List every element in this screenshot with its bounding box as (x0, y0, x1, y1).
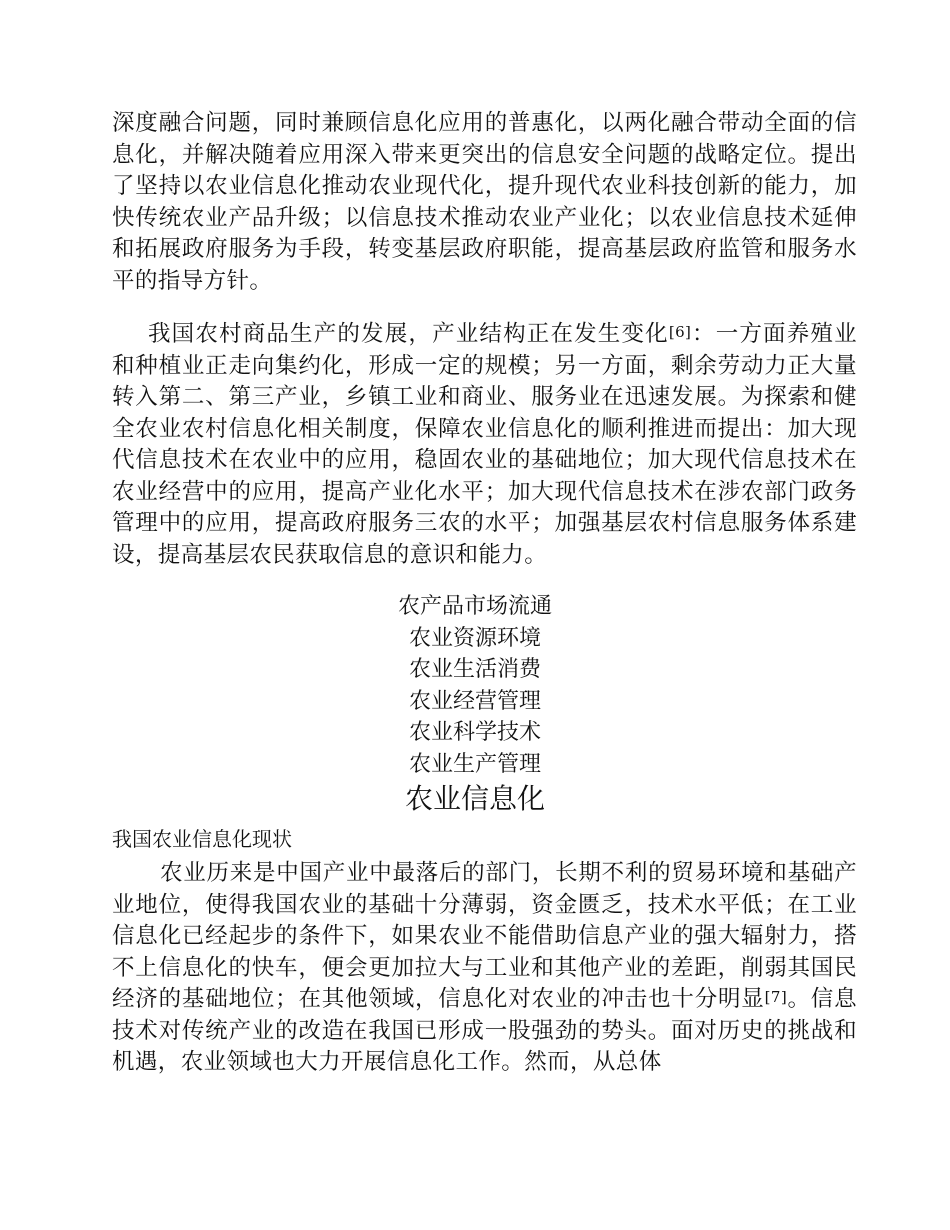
paragraph-text: 我国农村商品生产的发展，产业结构正在发生变化 (148, 321, 669, 347)
diagram-item-consumption: 农业生活消费 (408, 657, 541, 683)
paragraph-rural-development (112, 319, 857, 571)
paragraph-strategy: 深度融合问题，同时兼顾信息化应用的普惠化，以两化融合带动全面的信息化，并解决随着应用深入带来更突出的信息安全问题的战略定位。提出了坚持以农业信息化推动农业现代化，提升现代农业科技创新的能力，加快传统农业产品升级；以信息技术推动农业产业化；以农业信息技术延伸和拓展政府服务为手段，转变基层政府职能，提高基层政府监管和服务水平的指导方针。 (112, 110, 857, 294)
diagram-item-science: 农业科学技术 (408, 720, 541, 746)
diagram-item-production: 农业生产管理 (408, 751, 541, 777)
diagram-center-label: 农业信息化 (404, 781, 545, 815)
diagram-item-market: 农产品市场流通 (397, 594, 552, 619)
agri-informatization-diagram (300, 591, 650, 817)
paragraph-text: ：一方面养殖业和种植业正走向集约化，形成一定的规模；另一方面，剩余劳动力正大量转入第二、第三产业，乡镇工业和商业、服务业在迅速发展。为探索和健全农业农村信息化相关制度，保障农业信息化的顺利推进而提出：加大现代信息技术在农业中的应用，稳固农业的基础地位；加大现代信息技术在农业经营中的应用，提高产业化水平；加大现代信息技术在涉农部门政务管理中的应用，提高政府服务三农的水平；加强基层农村信息服务体系建设，提高基层农民获取信息的意识和能力。 (112, 321, 857, 568)
citation-ref[interactable]: [6] (668, 323, 692, 341)
citation-ref[interactable]: [7] (764, 988, 788, 1006)
section-heading: 我国农业信息化现状 (112, 827, 292, 851)
paragraph-text: 。信息技术对传统产业的改造在我国已形成一股强劲的势头。面对历史的挑战和机遇，农业领域也大力开展信息化工作。然而，从总体 (112, 986, 858, 1075)
paragraph-text: 农业历来是中国产业中最落后的部门，长期不利的贸易环境和基础产业地位，使得我国农业的基础十分薄弱，资金匮乏，技术水平低；在工业信息化已经起步的条件下，如果农业不能借助信息产业的强大辐射力，搭不上信息化的快车，便会更加拉大与工业和其他产业的差距，削弱其国民经济的基础地位；在其他领域，信息化对农业的冲击也十分明显 (112, 860, 857, 1012)
paragraph-current-status (112, 858, 857, 1079)
diagram-item-resources: 农业资源环境 (408, 625, 541, 651)
diagram-item-operations: 农业经营管理 (408, 688, 541, 714)
